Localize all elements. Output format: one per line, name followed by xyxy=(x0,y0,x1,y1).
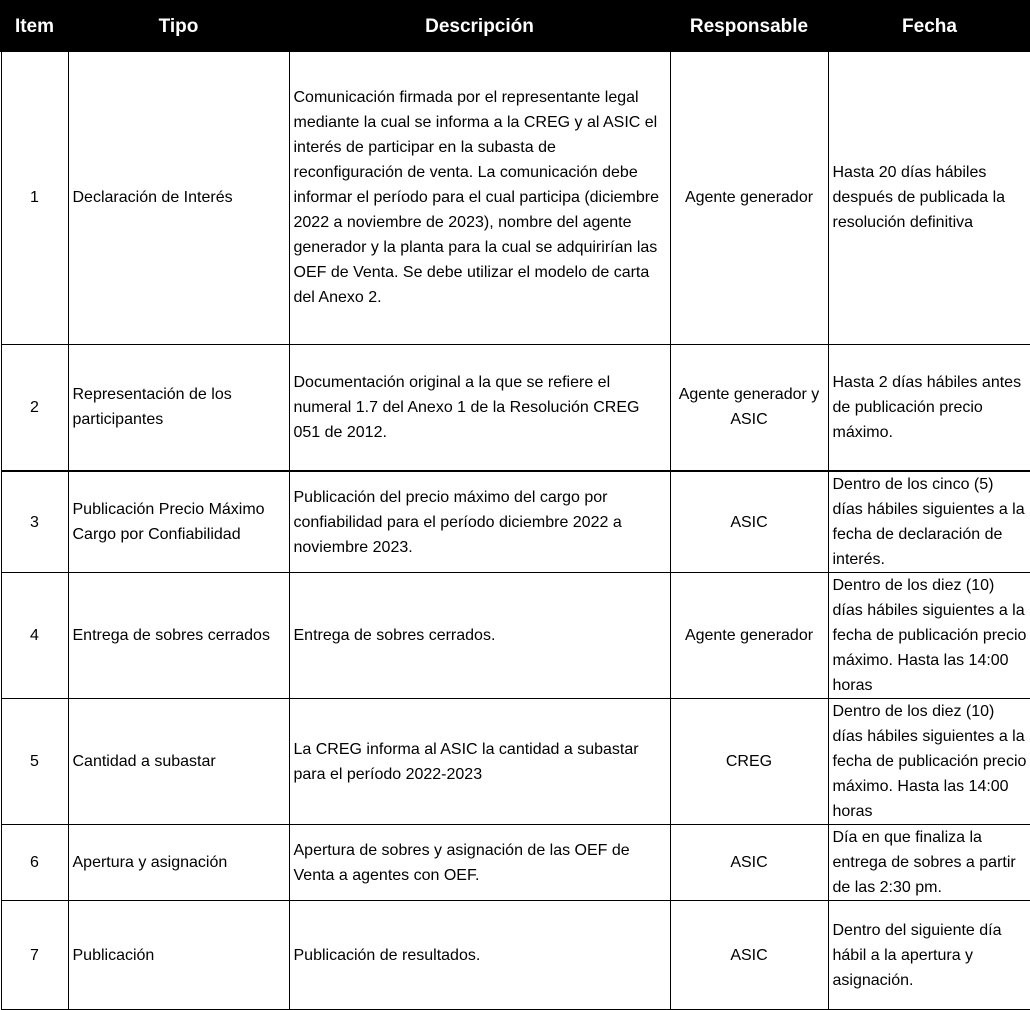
cell-item: 4 xyxy=(1,573,68,699)
cell-responsable: ASIC xyxy=(670,901,828,1010)
table-row xyxy=(1,699,1030,825)
cell-item: 6 xyxy=(1,825,68,901)
cell-responsable: Agente generador xyxy=(670,573,828,699)
cell-tipo: Publicación xyxy=(68,901,289,1010)
cell-fecha: Dentro de los diez (10) días hábiles siguientes a la fecha de publicación precio máximo. Hasta las 14:00 horas xyxy=(828,573,1030,699)
cell-descripcion: Documentación original a la que se refiere el numeral 1.7 del Anexo 1 de la Resolución CREG 051 de 2012. xyxy=(289,344,670,471)
table-row xyxy=(1,573,1030,699)
header-row xyxy=(1,1,1030,51)
cell-fecha: Hasta 20 días hábiles después de publicada la resolución definitiva xyxy=(828,51,1030,344)
cell-item: 5 xyxy=(1,699,68,825)
cell-item: 3 xyxy=(1,471,68,573)
cell-descripcion: Comunicación firmada por el representante legal mediante la cual se informa a la CREG y al ASIC el interés de participar en la subasta de reconfiguración de venta. La comunicación debe informar el período para el cual participa (diciembre 2022 a noviembre de 2023), nombre del agente generador y la planta para la cual se adquirirían las OEF de Venta. Se debe utilizar el modelo de carta del Anexo 2. xyxy=(289,51,670,344)
table-row xyxy=(1,825,1030,901)
table-row xyxy=(1,471,1030,573)
table-row xyxy=(1,901,1030,1010)
cell-descripcion: Entrega de sobres cerrados. xyxy=(289,573,670,699)
header-responsable: Responsable xyxy=(670,1,828,51)
header-item: Item xyxy=(1,1,68,51)
cell-fecha: Dentro de los diez (10) días hábiles siguientes a la fecha de publicación precio máximo. Hasta las 14:00 horas xyxy=(828,699,1030,825)
table-row xyxy=(1,51,1030,344)
cell-tipo: Publicación Precio Máximo Cargo por Confiabilidad xyxy=(68,471,289,573)
header-descripcion: Descripción xyxy=(289,1,670,51)
cell-item: 7 xyxy=(1,901,68,1010)
cell-fecha: Dentro del siguiente día hábil a la apertura y asignación. xyxy=(828,901,1030,1010)
cell-responsable: ASIC xyxy=(670,471,828,573)
cell-fecha: Hasta 2 días hábiles antes de publicación precio máximo. xyxy=(828,344,1030,471)
cell-tipo: Cantidad a subastar xyxy=(68,699,289,825)
cell-tipo: Declaración de Interés xyxy=(68,51,289,344)
cell-responsable: Agente generador xyxy=(670,51,828,344)
cell-tipo: Apertura y asignación xyxy=(68,825,289,901)
header-tipo: Tipo xyxy=(68,1,289,51)
cell-responsable: ASIC xyxy=(670,825,828,901)
cell-responsable: Agente generador y ASIC xyxy=(670,344,828,471)
header-fecha: Fecha xyxy=(828,1,1030,51)
cell-tipo: Representación de los participantes xyxy=(68,344,289,471)
cell-descripcion: La CREG informa al ASIC la cantidad a subastar para el período 2022-2023 xyxy=(289,699,670,825)
cell-responsable: CREG xyxy=(670,699,828,825)
table-row xyxy=(1,344,1030,471)
cell-fecha: Dentro de los cinco (5) días hábiles siguientes a la fecha de declaración de interés. xyxy=(828,471,1030,573)
cell-item: 2 xyxy=(1,344,68,471)
cell-fecha: Día en que finaliza la entrega de sobres a partir de las 2:30 pm. xyxy=(828,825,1030,901)
cell-item: 1 xyxy=(1,51,68,344)
cell-tipo: Entrega de sobres cerrados xyxy=(68,573,289,699)
cell-descripcion: Publicación de resultados. xyxy=(289,901,670,1010)
cell-descripcion: Apertura de sobres y asignación de las OEF de Venta a agentes con OEF. xyxy=(289,825,670,901)
cell-descripcion: Publicación del precio máximo del cargo por confiabilidad para el período diciembre 2022 a noviembre 2023. xyxy=(289,471,670,573)
